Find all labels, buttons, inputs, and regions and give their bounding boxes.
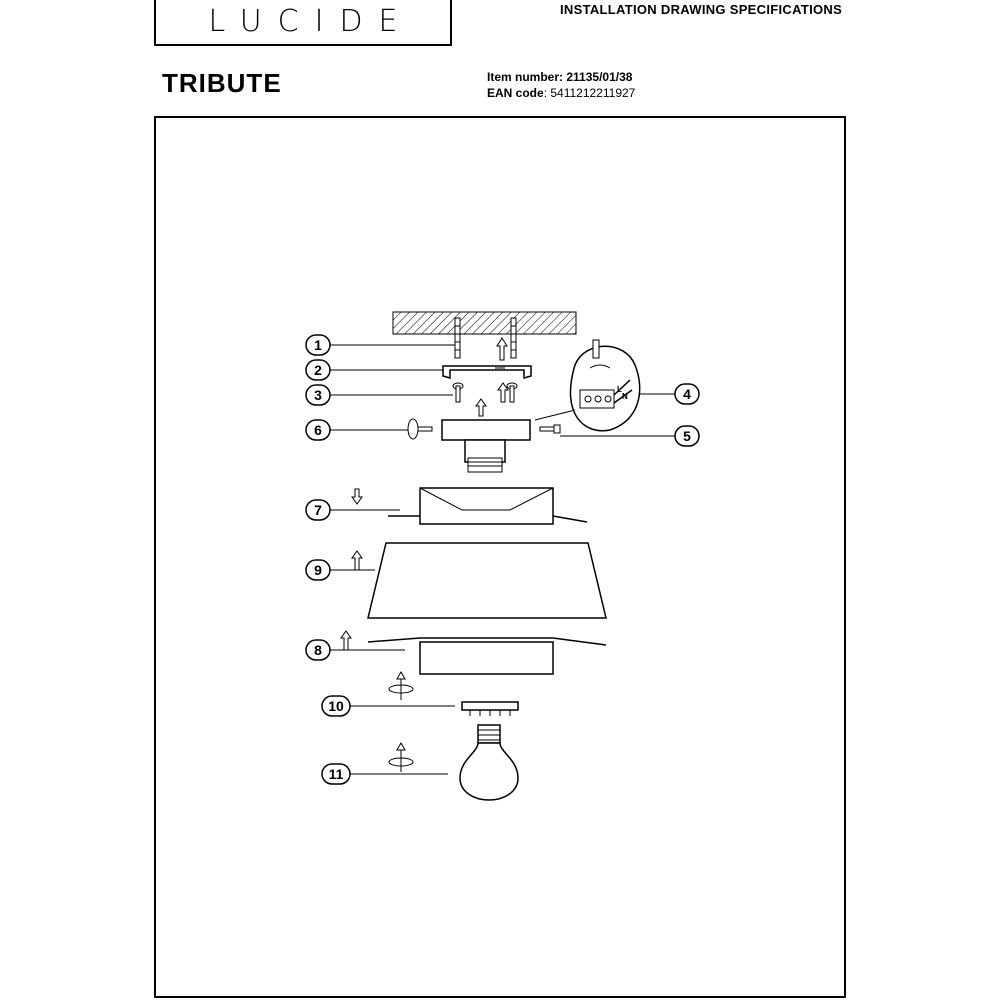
callout-6 xyxy=(306,420,330,440)
callout-5 xyxy=(675,426,699,446)
lamp-shade xyxy=(368,543,606,618)
callout-10-label: 10 xyxy=(328,698,344,714)
up-arrow-icon xyxy=(476,399,486,416)
terminal-block-detail xyxy=(535,340,640,431)
terminal-label-n: N xyxy=(622,392,628,401)
callout-8-label: 8 xyxy=(314,642,322,658)
callout-4-label: 4 xyxy=(683,386,691,402)
callout-2 xyxy=(306,360,330,380)
callout-4 xyxy=(675,384,699,404)
rotate-arrow-icon xyxy=(389,743,413,772)
ceiling-hatch xyxy=(393,312,576,334)
lamp-holder xyxy=(465,440,505,472)
upper-shade-ring xyxy=(388,488,587,524)
lower-diffuser xyxy=(368,638,606,674)
callout-9-label: 9 xyxy=(314,562,322,578)
callout-11 xyxy=(322,764,350,784)
light-bulb xyxy=(460,725,518,800)
callout-6-label: 6 xyxy=(314,422,322,438)
canopy xyxy=(442,420,530,440)
document-title: INSTALLATION DRAWING SPECIFICATIONS xyxy=(560,2,843,17)
callout-2-label: 2 xyxy=(314,362,322,378)
callout-7-label: 7 xyxy=(314,502,322,518)
side-screw xyxy=(540,425,560,433)
callout-7 xyxy=(306,500,330,520)
up-arrow-icon xyxy=(498,383,508,402)
callout-3 xyxy=(306,385,330,405)
up-arrow-icon xyxy=(352,551,362,570)
product-name: TRIBUTE xyxy=(162,68,282,98)
up-arrow-icon xyxy=(497,338,507,360)
terminal-label-l: L xyxy=(617,385,622,394)
callout-3-label: 3 xyxy=(314,387,322,403)
callout-9 xyxy=(306,560,330,580)
callout-8 xyxy=(306,640,330,660)
callout-1-label: 1 xyxy=(314,337,322,353)
callout-1 xyxy=(306,335,330,355)
item-number-label: Item number: xyxy=(487,70,564,84)
callout-5-label: 5 xyxy=(683,428,691,444)
ean-code-label: EAN code xyxy=(487,86,544,100)
down-arrow-icon xyxy=(352,489,362,504)
callout-11-label: 11 xyxy=(328,766,344,782)
rotate-arrow-icon xyxy=(389,672,413,700)
mounting-bracket xyxy=(443,366,531,378)
mounting-screws xyxy=(453,383,517,402)
item-number-value: 21135/01/38 xyxy=(566,70,633,84)
ean-code-value: : 5411212211927 xyxy=(543,86,636,100)
decorative-knob xyxy=(408,419,432,439)
up-arrow-icon xyxy=(341,631,351,650)
brand-logo-text: LUCIDE xyxy=(208,4,414,39)
socket-ring xyxy=(462,702,518,716)
callout-10 xyxy=(322,696,350,716)
